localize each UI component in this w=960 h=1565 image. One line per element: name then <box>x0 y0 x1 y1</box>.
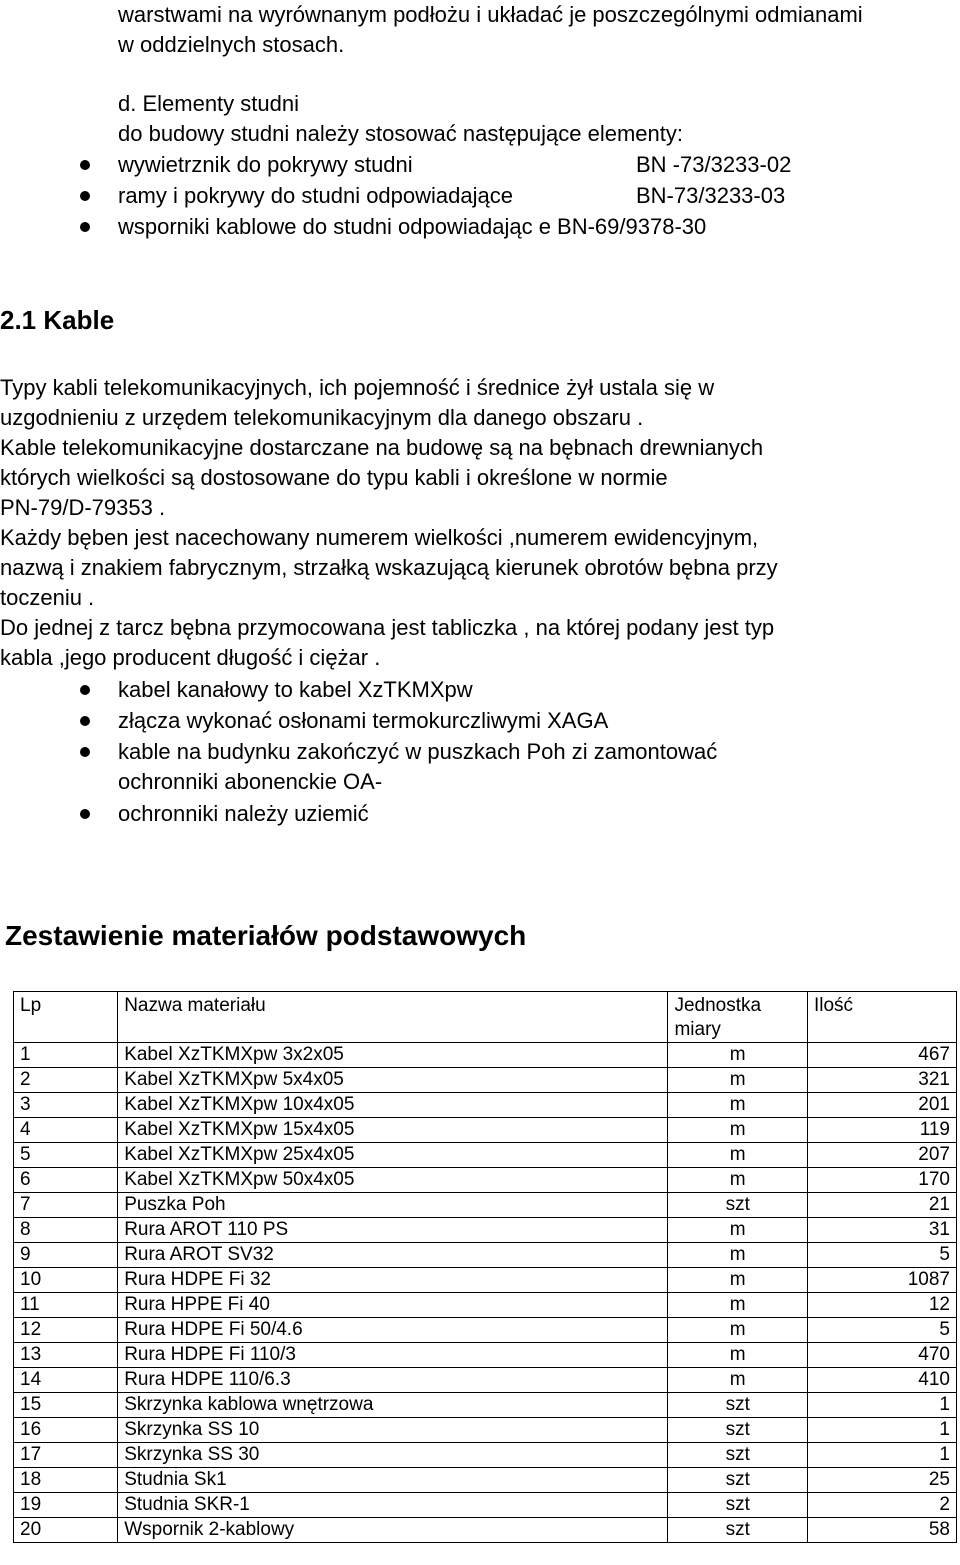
cell-unit: m <box>668 1093 808 1118</box>
cell-lp: 11 <box>14 1293 118 1318</box>
kable-bullet-item: ochronniki należy uziemić <box>118 801 369 826</box>
cell-name: Kabel XzTKMXpw 15x4x05 <box>118 1118 668 1143</box>
body-line: Do jednej z tarcz bębna przymocowana jest tabliczka , na której podany jest typ <box>0 615 775 640</box>
cell-lp: 1 <box>14 1043 118 1068</box>
body-line: toczeniu . <box>0 585 95 610</box>
element-code: BN-73/3233-03 <box>636 183 786 208</box>
table-row <box>14 1293 957 1318</box>
cell-lp: 6 <box>14 1168 118 1193</box>
cell-lp: 4 <box>14 1118 118 1143</box>
table-row <box>14 1093 957 1118</box>
cell-qty: 1 <box>807 1418 956 1443</box>
col-header-unit <box>668 992 808 1043</box>
cell-name: Kabel XzTKMXpw 3x2x05 <box>118 1043 668 1068</box>
body-line: uzgodnieniu z urzędem telekomunikacyjnym dla danego obszaru . <box>0 405 644 430</box>
kable-bullet-item: złącza wykonać osłonami termokurczliwymi XAGA <box>118 708 609 733</box>
cell-qty: 1087 <box>807 1268 956 1293</box>
intro-line: w oddzielnych stosach. <box>118 32 345 57</box>
cell-name: Skrzynka SS 30 <box>118 1443 668 1468</box>
cell-unit: m <box>668 1218 808 1243</box>
bullet-icon <box>80 747 90 757</box>
cell-unit: m <box>668 1343 808 1368</box>
cell-unit: szt <box>668 1393 808 1418</box>
cell-lp: 20 <box>14 1518 118 1543</box>
body-line: nazwą i znakiem fabrycznym, strzałką wskazującą kierunek obrotów bębna przy <box>0 555 778 580</box>
section-heading-kable: 2.1 Kable <box>0 305 115 335</box>
kable-bullet-item: kable na budynku zakończyć w puszkach Poh zi zamontować <box>118 739 718 764</box>
cell-qty: 470 <box>807 1343 956 1368</box>
table-row <box>14 1418 957 1443</box>
table-row <box>14 1118 957 1143</box>
cell-qty: 25 <box>807 1468 956 1493</box>
section-d-lead: do budowy studni należy stosować następujące elementy: <box>118 121 684 146</box>
cell-lp: 18 <box>14 1468 118 1493</box>
cell-name: Skrzynka SS 10 <box>118 1418 668 1443</box>
cell-unit: m <box>668 1243 808 1268</box>
table-row <box>14 1218 957 1243</box>
cell-lp: 2 <box>14 1068 118 1093</box>
table-row <box>14 1493 957 1518</box>
cell-lp: 12 <box>14 1318 118 1343</box>
cell-lp: 16 <box>14 1418 118 1443</box>
body-line: Kable telekomunikacyjne dostarczane na budowę są na bębnach drewnianych <box>0 435 764 460</box>
cell-name: Kabel XzTKMXpw 25x4x05 <box>118 1143 668 1168</box>
cell-unit: m <box>668 1043 808 1068</box>
table-row <box>14 1243 957 1268</box>
table-row <box>14 1068 957 1093</box>
cell-name: Kabel XzTKMXpw 5x4x05 <box>118 1068 668 1093</box>
cell-unit: m <box>668 1068 808 1093</box>
cell-unit: szt <box>668 1468 808 1493</box>
kable-bullet-item: kabel kanałowy to kabel XzTKMXpw <box>118 677 473 702</box>
materials-title: Zestawienie materiałów podstawowych <box>5 920 527 951</box>
cell-lp: 15 <box>14 1393 118 1418</box>
section-d-heading: d. Elementy studni <box>118 91 299 116</box>
cell-lp: 13 <box>14 1343 118 1368</box>
cell-qty: 5 <box>807 1243 956 1268</box>
cell-qty: 410 <box>807 1368 956 1393</box>
cell-qty: 207 <box>807 1143 956 1168</box>
bullet-icon <box>80 716 90 726</box>
col-header-name: Nazwa materiału <box>118 992 668 1043</box>
cell-name: Kabel XzTKMXpw 50x4x05 <box>118 1168 668 1193</box>
cell-qty: 12 <box>807 1293 956 1318</box>
cell-qty: 21 <box>807 1193 956 1218</box>
cell-name: Rura HDPE Fi 110/3 <box>118 1343 668 1368</box>
cell-unit: szt <box>668 1518 808 1543</box>
cell-lp: 9 <box>14 1243 118 1268</box>
table-row <box>14 1043 957 1068</box>
cell-qty: 321 <box>807 1068 956 1093</box>
bullet-icon <box>80 809 90 819</box>
cell-name: Rura HPPE Fi 40 <box>118 1293 668 1318</box>
cell-name: Studnia Sk1 <box>118 1468 668 1493</box>
col-header-qty: Ilość <box>807 992 956 1043</box>
body-line: kabla ,jego producent długość i ciężar . <box>0 645 381 670</box>
cell-qty: 5 <box>807 1318 956 1343</box>
cell-qty: 2 <box>807 1493 956 1518</box>
cell-name: Puszka Poh <box>118 1193 668 1218</box>
table-row <box>14 1193 957 1218</box>
cell-unit: m <box>668 1268 808 1293</box>
table-row <box>14 1368 957 1393</box>
cell-qty: 467 <box>807 1043 956 1068</box>
cell-name: Rura HDPE 110/6.3 <box>118 1368 668 1393</box>
body-line: Każdy bęben jest nacechowany numerem wielkości ,numerem ewidencyjnym, <box>0 525 759 550</box>
cell-unit: szt <box>668 1418 808 1443</box>
cell-name: Rura AROT SV32 <box>118 1243 668 1268</box>
cell-unit: m <box>668 1168 808 1193</box>
cell-qty: 170 <box>807 1168 956 1193</box>
table-row <box>14 1443 957 1468</box>
cell-lp: 3 <box>14 1093 118 1118</box>
body-line: Typy kabli telekomunikacyjnych, ich pojemność i średnice żył ustala się w <box>0 375 715 400</box>
cell-name: Rura HDPE Fi 50/4.6 <box>118 1318 668 1343</box>
table-row <box>14 1143 957 1168</box>
cell-qty: 1 <box>807 1393 956 1418</box>
bullet-icon <box>80 685 90 695</box>
bullet-icon <box>80 160 90 170</box>
table-row <box>14 1518 957 1543</box>
cell-lp: 17 <box>14 1443 118 1468</box>
cell-unit: m <box>668 1143 808 1168</box>
cell-lp: 5 <box>14 1143 118 1168</box>
cell-unit: szt <box>668 1193 808 1218</box>
cell-qty: 201 <box>807 1093 956 1118</box>
table-row <box>14 1318 957 1343</box>
cell-qty: 1 <box>807 1443 956 1468</box>
cell-unit: m <box>668 1368 808 1393</box>
cell-qty: 31 <box>807 1218 956 1243</box>
body-line: PN-79/D-79353 . <box>0 495 166 520</box>
cell-name: Rura AROT 110 PS <box>118 1218 668 1243</box>
cell-unit: m <box>668 1118 808 1143</box>
cell-qty: 58 <box>807 1518 956 1543</box>
cell-lp: 7 <box>14 1193 118 1218</box>
element-item: wsporniki kablowe do studni odpowiadając e BN-69/9378-30 <box>118 214 707 239</box>
table-header-row <box>14 992 957 1043</box>
kable-bullet-item-continuation: ochronniki abonenckie OA- <box>118 769 383 794</box>
materials-table <box>13 991 957 1543</box>
element-item: wywietrznik do pokrywy studni <box>118 152 413 177</box>
table-row <box>14 1343 957 1368</box>
bullet-icon <box>80 222 90 232</box>
cell-lp: 19 <box>14 1493 118 1518</box>
cell-name: Skrzynka kablowa wnętrzowa <box>118 1393 668 1418</box>
cell-name: Wspornik 2-kablowy <box>118 1518 668 1543</box>
cell-name: Kabel XzTKMXpw 10x4x05 <box>118 1093 668 1118</box>
table-row <box>14 1168 957 1193</box>
cell-unit: m <box>668 1293 808 1318</box>
cell-lp: 8 <box>14 1218 118 1243</box>
col-header-unit-line1: Jednostka <box>674 995 762 1016</box>
cell-name: Rura HDPE Fi 32 <box>118 1268 668 1293</box>
cell-lp: 10 <box>14 1268 118 1293</box>
table-row <box>14 1268 957 1293</box>
body-line: których wielkości są dostosowane do typu kabli i określone w normie <box>0 465 668 490</box>
cell-unit: m <box>668 1318 808 1343</box>
cell-lp: 14 <box>14 1368 118 1393</box>
cell-qty: 119 <box>807 1118 956 1143</box>
table-row <box>14 1393 957 1418</box>
cell-unit: szt <box>668 1493 808 1518</box>
cell-name: Studnia SKR-1 <box>118 1493 668 1518</box>
element-item: ramy i pokrywy do studni odpowiadające <box>118 183 513 208</box>
table-row <box>14 1468 957 1493</box>
col-header-unit-line2: miary <box>674 1019 721 1040</box>
cell-unit: szt <box>668 1443 808 1468</box>
bullet-icon <box>80 191 90 201</box>
intro-line: warstwami na wyrównanym podłożu i układać je poszczególnymi odmianami <box>118 2 863 27</box>
col-header-lp: Lp <box>14 992 118 1043</box>
element-code: BN -73/3233-02 <box>636 152 792 177</box>
